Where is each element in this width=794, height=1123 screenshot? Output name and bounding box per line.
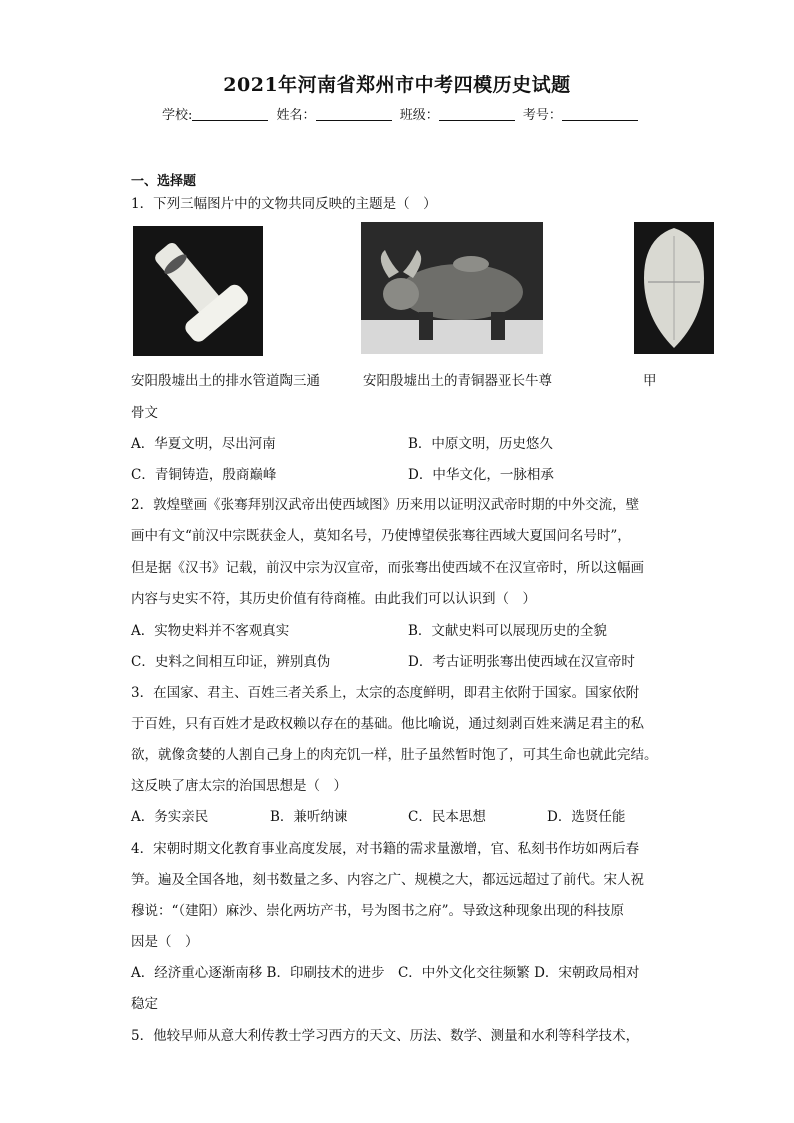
class-blank[interactable]: [439, 108, 515, 121]
q2-line-1: 2．敦煌壁画《张骞拜别汉武帝出使西域图》历来用以证明汉武帝时期的中外交流，壁: [131, 497, 640, 513]
q3-line-3: 欲，就像贪婪的人割自己身上的肉充饥一样，肚子虽然暂时饱了，可其生命也就此完结。: [131, 747, 658, 763]
q3-line-2: 于百姓，只有百姓才是政权赖以存在的基础。他比喻说，通过刻剥百姓来满足君主的私: [131, 716, 644, 732]
class-label: 班级：: [399, 108, 439, 123]
school-label: 学校:: [162, 108, 193, 123]
q2-line-2: 画中有文“前汉中宗既获金人，莫知名号，乃使博望侯张骞往西域大夏国问名号时”，: [131, 528, 631, 544]
q4-line-1: 4．宋朝时期文化教育事业高度发展，对书籍的需求量激增，官、私刻书作坊如两后春: [131, 841, 640, 857]
q3-option-d[interactable]: D．选贤任能: [547, 809, 626, 825]
q3-line-1: 3．在国家、君主、百姓三者关系上，太宗的态度鲜明，即君主依附于国家。国家依附: [131, 685, 640, 701]
bronze-ox-zun-image: [361, 222, 543, 354]
oracle-bone-photo: [634, 222, 714, 354]
q1-option-b[interactable]: B．中原文明，历史悠久: [408, 436, 553, 452]
q2-option-d[interactable]: D．考古证明张骞出使西域在汉宣帝时: [408, 654, 635, 670]
q3-option-c[interactable]: C．民本思想: [408, 809, 486, 825]
q2-line-3: 但是据《汉书》记载，前汉中宗为汉宣帝，而张骞出使西域不在汉宣帝时，所以这幅画: [131, 560, 644, 576]
drainage-pipe-photo: [133, 226, 263, 356]
q3-line-4: 这反映了唐太宗的治国思想是（ ）: [131, 778, 347, 794]
q3-option-b[interactable]: B．兼听纳谏: [270, 809, 348, 825]
exam-no-label: 考号：: [522, 108, 562, 123]
exam-no-blank[interactable]: [562, 108, 638, 121]
q4-line-2: 笋。遍及全国各地，刻书数量之多、内容之广、规模之大，都远远超过了前代。宋人祝: [131, 872, 644, 888]
bronze-ox-zun-photo: [361, 222, 543, 354]
student-info-row: [162, 104, 642, 123]
q4-line-4: 因是（ ）: [131, 934, 199, 950]
q4-options[interactable]: A．经济重心逐渐南移 B．印刷技术的进步 C．中外文化交往频繁 D．宋朝政局相对: [131, 965, 640, 981]
q5-line-1: 5．他较早师从意大利传教士学习西方的天文、历法、数学、测量和水利等科学技术，: [131, 1028, 640, 1044]
q1-caption-2: 安阳殷墟出土的青铜器亚长牛尊: [363, 373, 552, 389]
q2-option-b[interactable]: B．文献史料可以展现历史的全貌: [408, 623, 607, 639]
name-blank[interactable]: [316, 108, 392, 121]
name-label: 姓名：: [276, 108, 316, 123]
oracle-bone-image: [634, 222, 714, 354]
q1-option-d[interactable]: D．中华文化，一脉相承: [408, 467, 554, 483]
q4-line-3: 穆说：“（建阳）麻沙、崇化两坊产书，号为图书之府”。导致这种现象出现的科技原: [131, 903, 625, 919]
page-title: 2021年河南省郑州市中考四模历史试题: [223, 74, 571, 96]
q2-option-c[interactable]: C．史料之间相互印证，辨别真伪: [131, 654, 331, 670]
q1-caption-3-cont: 骨文: [131, 405, 158, 421]
school-blank[interactable]: [192, 108, 268, 121]
q1-stem: 1．下列三幅图片中的文物共同反映的主题是（ ）: [131, 196, 437, 212]
q4-options-cont: 稳定: [131, 996, 158, 1012]
q2-line-4: 内容与史实不符，其历史价值有待商榷。由此我们可以认识到（ ）: [131, 591, 536, 607]
q2-option-a[interactable]: A．实物史料并不客观真实: [131, 623, 290, 639]
q1-caption-1: 安阳殷墟出土的排水管道陶三通: [131, 373, 320, 389]
section-heading: 一、选择题: [131, 174, 197, 189]
q1-option-a[interactable]: A．华夏文明，尽出河南: [131, 436, 276, 452]
q1-option-c[interactable]: C．青铜铸造，殷商巅峰: [131, 467, 277, 483]
drainage-pipe-image: [133, 226, 263, 356]
q1-caption-3: 甲: [643, 373, 657, 389]
q3-option-a[interactable]: A．务实亲民: [131, 809, 209, 825]
